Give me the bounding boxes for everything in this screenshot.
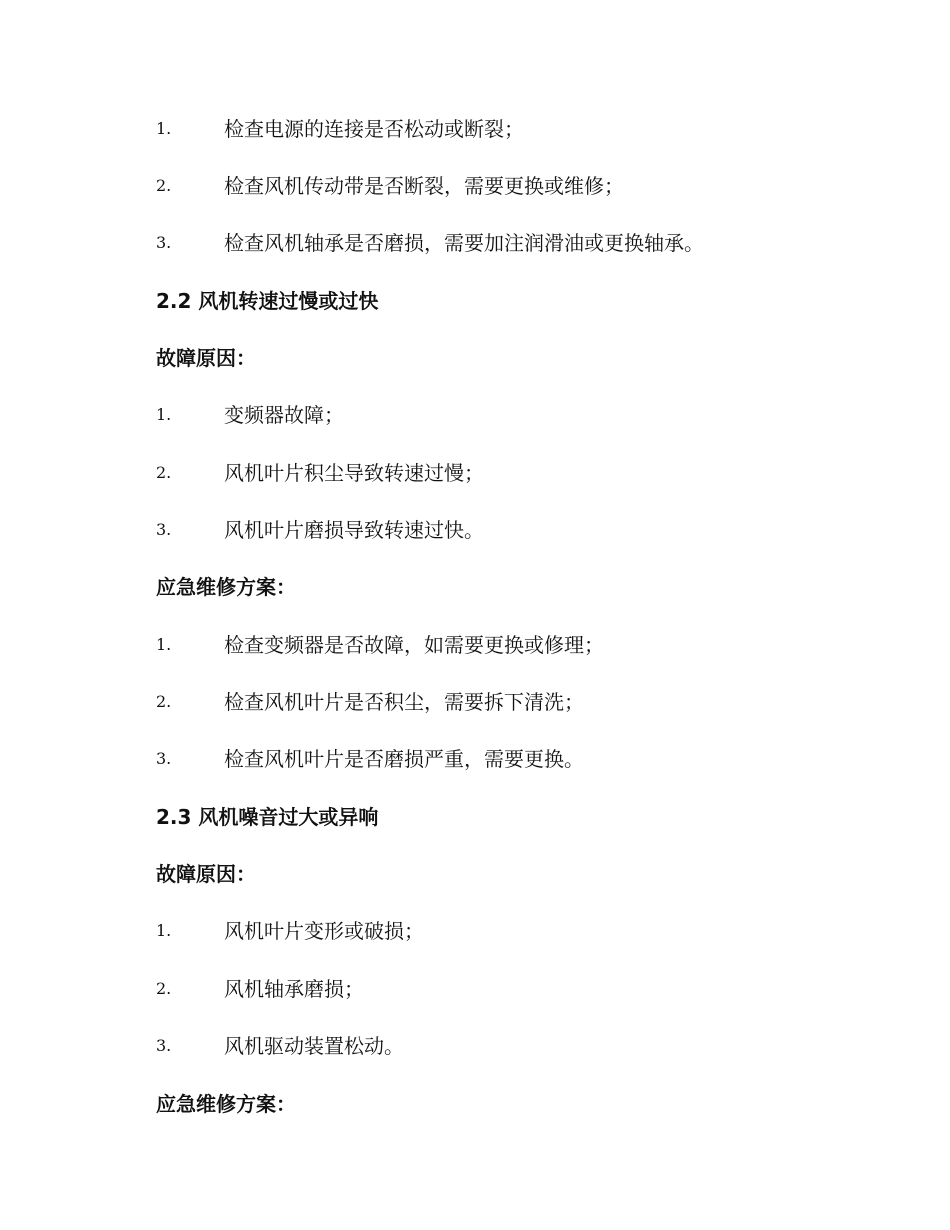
list-item (0, 625, 950, 665)
list-item (0, 109, 950, 149)
list-item (0, 223, 950, 263)
section-heading (0, 281, 950, 321)
list-text: 风机轴承磨损； (224, 977, 364, 1001)
list-number: 3. (156, 520, 172, 539)
list-number: 2. (156, 979, 172, 998)
subheading-text: 应急维修方案： (156, 575, 296, 599)
list-number: 2. (156, 692, 172, 711)
list-item (0, 395, 950, 435)
list-text: 风机驱动装置松动。 (224, 1034, 404, 1058)
list-item (0, 739, 950, 779)
list-text: 风机叶片磨损导致转速过快。 (224, 518, 484, 542)
list-number: 3. (156, 1036, 172, 1055)
subheading-text: 故障原因： (156, 346, 256, 370)
list-number: 1. (156, 405, 172, 424)
list-text: 检查风机轴承是否磨损，需要加注润滑油或更换轴承。 (224, 231, 704, 255)
list-number: 2. (156, 463, 172, 482)
list-item (0, 969, 950, 1009)
list-text: 变频器故障； (224, 403, 344, 427)
list-item (0, 166, 950, 206)
section-heading (0, 797, 950, 837)
section-title: 2.2 风机转速过慢或过快 (156, 289, 379, 313)
list-item (0, 510, 950, 550)
section-title: 2.3 风机噪音过大或异响 (156, 805, 379, 829)
subheading (0, 1084, 950, 1124)
list-number: 3. (156, 233, 172, 252)
list-text: 检查电源的连接是否松动或断裂； (224, 117, 524, 141)
subheading (0, 338, 950, 378)
subheading (0, 567, 950, 607)
list-number: 3. (156, 749, 172, 768)
subheading-text: 故障原因： (156, 862, 256, 886)
list-number: 1. (156, 119, 172, 138)
list-text: 检查变频器是否故障，如需要更换或修理； (224, 633, 604, 657)
list-text: 检查风机传动带是否断裂，需要更换或维修； (224, 174, 624, 198)
list-item (0, 911, 950, 951)
list-item (0, 682, 950, 722)
list-item (0, 453, 950, 493)
list-number: 1. (156, 921, 172, 940)
list-item (0, 1026, 950, 1066)
list-text: 风机叶片变形或破损； (224, 919, 424, 943)
list-text: 检查风机叶片是否积尘，需要拆下清洗； (224, 690, 584, 714)
subheading-text: 应急维修方案： (156, 1092, 296, 1116)
list-text: 风机叶片积尘导致转速过慢； (224, 461, 484, 485)
list-number: 1. (156, 635, 172, 654)
subheading (0, 854, 950, 894)
list-text: 检查风机叶片是否磨损严重，需要更换。 (224, 747, 584, 771)
list-number: 2. (156, 176, 172, 195)
